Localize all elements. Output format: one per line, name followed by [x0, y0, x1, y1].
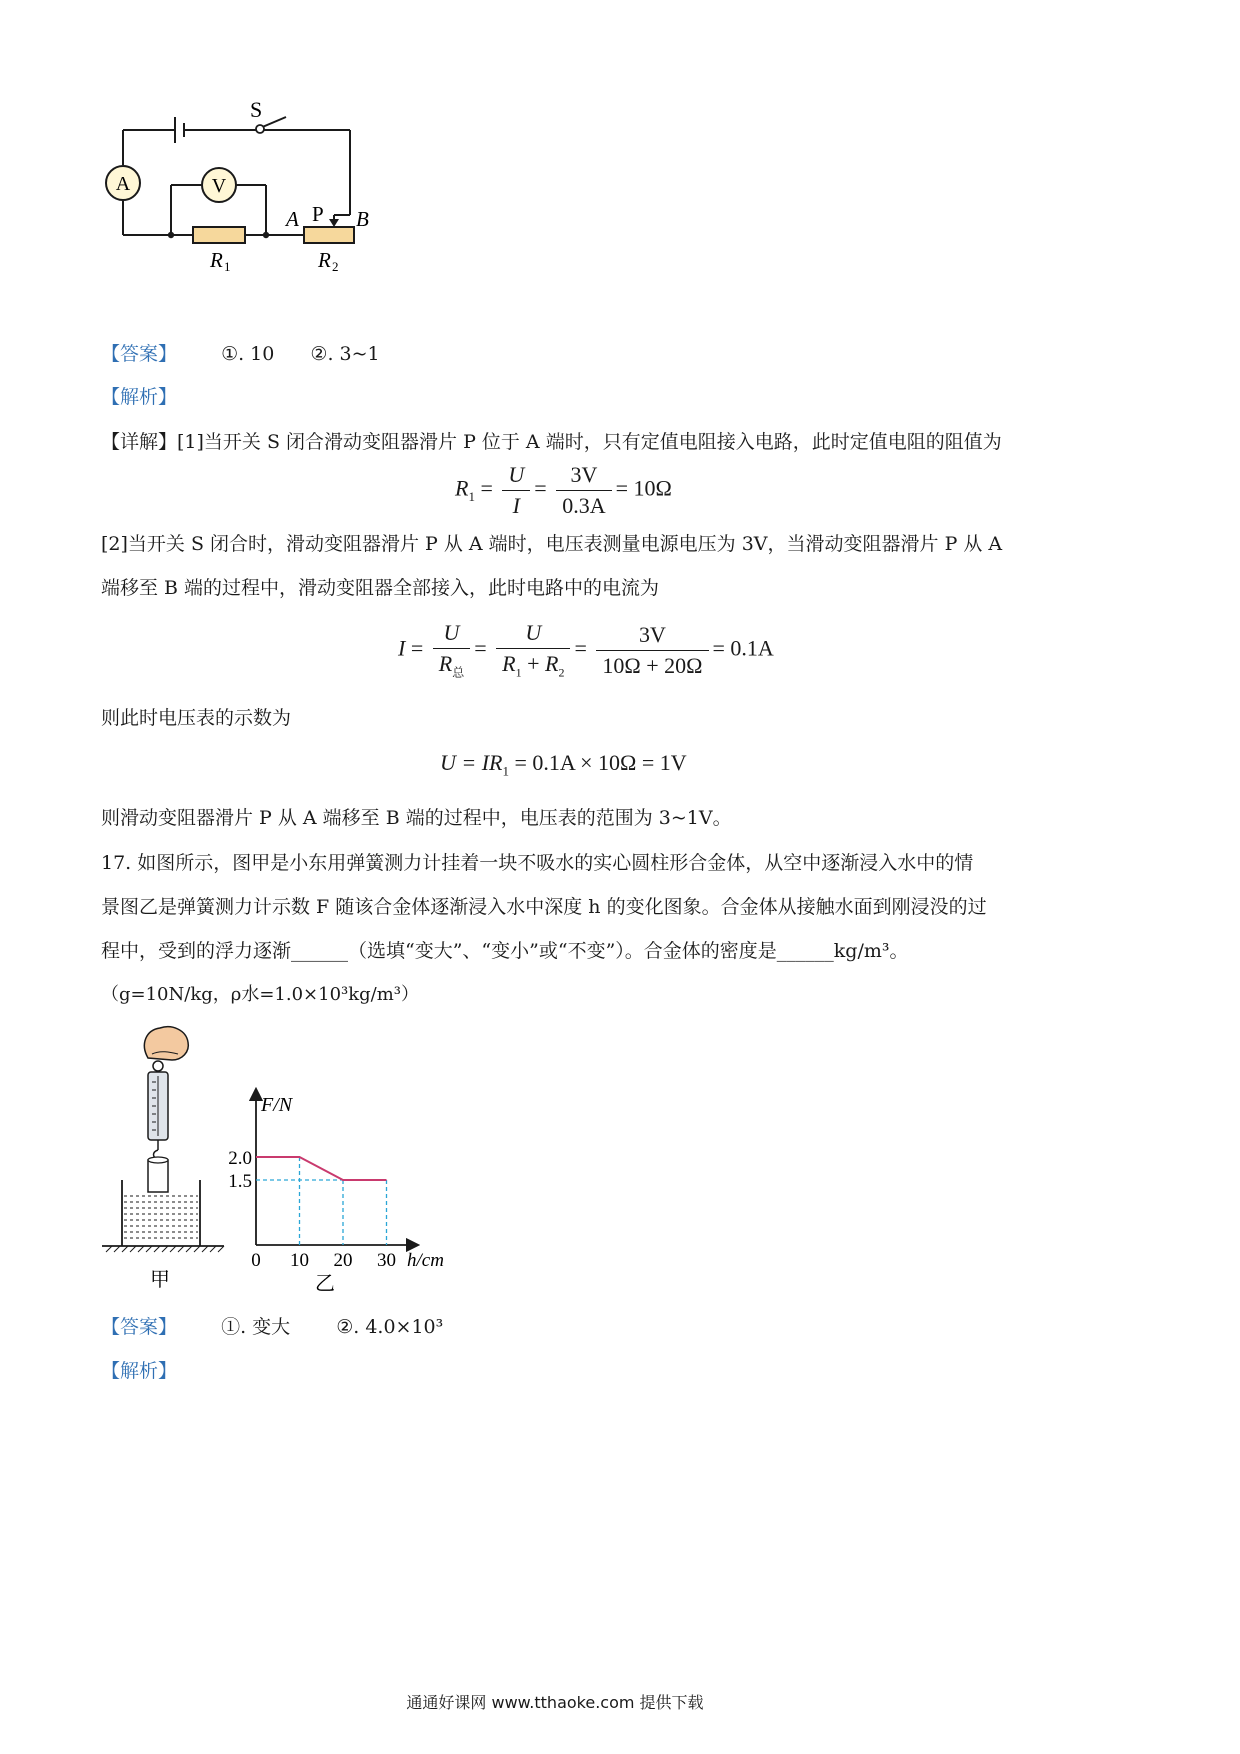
q17-analysis-tag: 【解析】 [101, 1360, 178, 1382]
q17-answer-2: ②. 4.0×10³ [336, 1316, 444, 1338]
detail-line-1 [101, 428, 1002, 456]
eq2-frac-3: $\frac{3V}{10\Omega + 20\Omega}$ [596, 622, 708, 679]
eq3-a: U = IR [440, 750, 503, 775]
figure-jia-label: 甲 [150, 1269, 170, 1291]
analysis-tag: 【解析】 [101, 386, 178, 408]
end-b-label: B [356, 207, 369, 231]
x-tick-label: 10 [290, 1250, 309, 1271]
end-a-label: A [286, 207, 299, 231]
equation-3 [440, 750, 687, 779]
eq3-b: = 0.1A × 10Ω = 1V [509, 750, 687, 775]
detail-line-2: [2]当开关 S 闭合时，滑动变阻器滑片 P 从 A 端时，电压表测量电源电压为 3V，当滑动变阻器滑片 P 从 A [101, 533, 1003, 555]
figure-jia [100, 1020, 230, 1300]
y-axis-label: F/N [261, 1094, 293, 1116]
detail-tag: 【详解】 [101, 431, 178, 453]
switch-label: S [250, 97, 263, 122]
detail-line-5: 则滑动变阻器滑片 P 从 A 端移至 B 端的过程中，电压表的范围为 3~1V。 [101, 807, 732, 829]
r2-sub: 2 [332, 259, 339, 274]
x-tick-label: 20 [333, 1250, 353, 1271]
resistor-r1 [193, 227, 245, 243]
eq1-frac-2: $\frac{3V}{0.3A}$ [556, 462, 611, 519]
r1-label: R [210, 248, 223, 272]
x-axis-label: h/cm [407, 1250, 444, 1271]
eq1-lhs: R [455, 475, 469, 501]
detail-line-3: 端移至 B 端的过程中，滑动变阻器全部接入，此时电路中的电流为 [101, 577, 660, 599]
voltmeter-label: V [211, 175, 227, 197]
y-tick-label: 1.5 [228, 1171, 252, 1192]
x-tick-label: 0 [251, 1250, 261, 1271]
rheostat-r2 [304, 227, 354, 243]
eq1-frac-1: $\frac{U}{I}$ [502, 462, 530, 519]
q17-line-1: 17. 如图所示，图甲是小东用弹簧测力计挂着一块不吸水的实心圆柱形合金体，从空中逐渐浸入水中的情 [101, 852, 974, 874]
eq2-frac-1: $\frac{U}{R_总}$ [433, 620, 470, 680]
footer-credit: 通通好课网 www.tthaoke.com 提供下载 [406, 1693, 704, 1712]
q16-answer-row [101, 340, 380, 368]
ammeter-label: A [115, 173, 131, 195]
detail-text-1: [1]当开关 S 闭合滑动变阻器滑片 P 位于 A 端时，只有定值电阻接入电路，此时定值电阻的阻值为 [177, 431, 1002, 453]
eq1-result: = 10Ω [615, 475, 672, 501]
q17-answer-1: ①. 变大 [221, 1316, 291, 1338]
answer-1: ①. 10 [221, 343, 275, 365]
q17-line-4: （g=10N/kg，ρ水=1.0×10³kg/m³） [101, 984, 420, 1005]
y-tick-label: 2.0 [228, 1148, 252, 1169]
circuit-diagram [100, 95, 420, 295]
figure-yi-label: 乙 [315, 1273, 335, 1295]
eq3-sub: 1 [502, 763, 509, 779]
q17-line-2: 景图乙是弹簧测力计示数 F 随该合金体逐渐浸入水中深度 h 的变化图象。合金体从接触水面到刚浸没的过 [101, 896, 987, 918]
q17-answer-tag: 【答案】 [101, 1316, 178, 1338]
equation-1: $R_1$ = $\frac{U}{I}$ = $\frac{3V}{0.3A}$ = 10Ω [455, 462, 672, 518]
figure-yi-chart [215, 1080, 465, 1300]
q17-line-3: 程中，受到的浮力逐渐______（选填“变大”、“变小”或“不变”）。合金体的密度是______kg/m³。 [101, 940, 909, 962]
eq2-lhs: I [398, 635, 406, 661]
x-tick-label: 30 [377, 1250, 396, 1271]
q17-answer-row [101, 1313, 443, 1341]
r2-label: R [318, 248, 331, 272]
eq2-frac-2: $\frac{U}{R_1 + R_2}$ [496, 620, 570, 680]
series-line [256, 1157, 387, 1180]
answer-tag: 【答案】 [101, 343, 178, 365]
slider-label: P [312, 202, 324, 226]
answer-2: ②. 3~1 [310, 343, 380, 365]
equation-2: I = $\frac{U}{R_总}$ = $\frac{U}{R_1 + R_2}$ = $\frac{3V}{10\Omega + 20\Omega}$ = 0.1A [398, 620, 774, 680]
detail-line-4: 则此时电压表的示数为 [101, 707, 292, 729]
eq1-lhs-sub: 1 [468, 488, 475, 504]
eq2-result: = 0.1A [712, 635, 774, 661]
r1-sub: 1 [224, 259, 231, 274]
